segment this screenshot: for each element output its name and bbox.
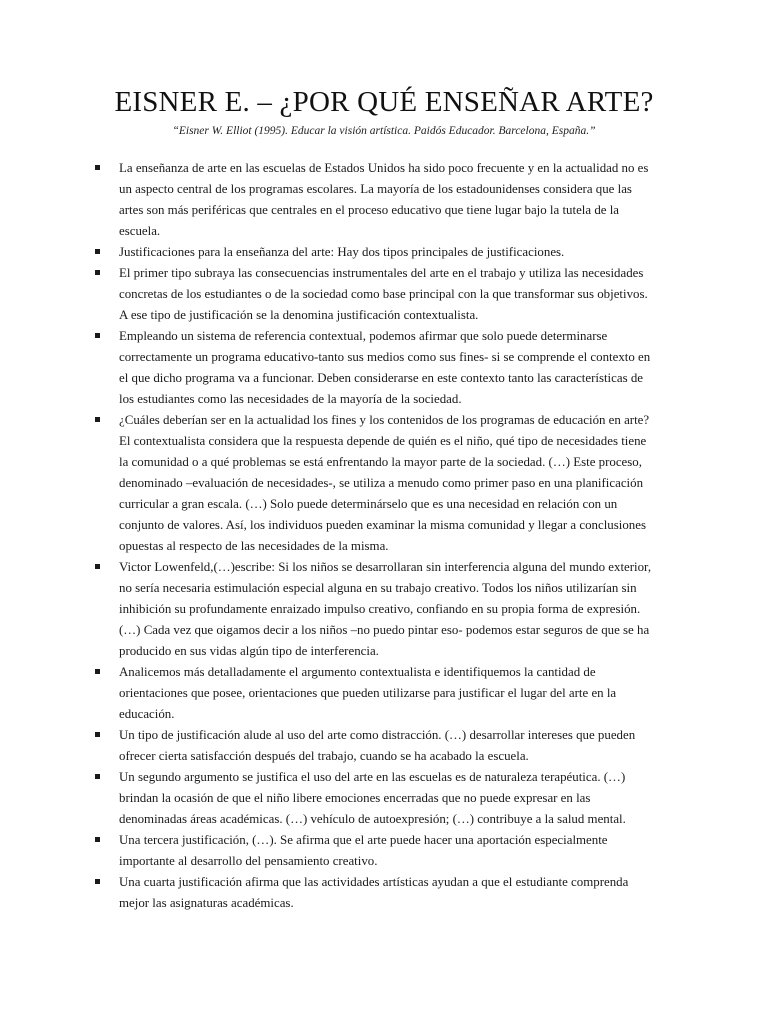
square-bullet-icon bbox=[95, 249, 100, 254]
square-bullet-icon bbox=[95, 417, 100, 422]
list-item bbox=[0, 662, 768, 725]
square-bullet-icon bbox=[95, 774, 100, 779]
list-item bbox=[0, 326, 768, 410]
list-item bbox=[0, 767, 768, 830]
square-bullet-icon bbox=[95, 879, 100, 884]
square-bullet-icon bbox=[95, 669, 100, 674]
document-title: EISNER E. – ¿POR QUÉ ENSEÑAR ARTE? bbox=[114, 86, 654, 118]
list-item bbox=[0, 872, 768, 914]
list-item bbox=[0, 263, 768, 326]
list-item-text: Victor Lowenfeld,(…)escribe: Si los niños se desarrollaran sin interferencia alguna del mundo exterior, no sería necesaria estimulación especial alguna en su trabajo creativo. Todos los niños utilizarían sin inhibición su profundamente enraizado impulso creativo, confiando en su propia forma de expresión. (…) Cada vez que oigamos decir a los niños –no puedo pintar eso- podemos estar seguros de que se ha producido en sus vidas algún tipo de interferencia. bbox=[119, 560, 652, 658]
list-item-text: Una cuarta justificación afirma que las actividades artísticas ayudan a que el estudiante comprenda mejor las asignaturas académicas. bbox=[119, 875, 629, 910]
list-item-text: Analicemos más detalladamente el argumento contextualista e identifiquemos la cantidad de orientaciones que posee, orientaciones que pueden utilizarse para justificar el lugar del arte en la educación. bbox=[119, 665, 617, 721]
list-item-text: Una tercera justificación, (…). Se afirma que el arte puede hacer una aportación especialmente importante al desarrollo del pensamiento creativo. bbox=[119, 833, 608, 868]
list-item bbox=[0, 242, 768, 263]
list-item bbox=[0, 410, 768, 557]
square-bullet-icon bbox=[95, 165, 100, 170]
list-item bbox=[0, 158, 768, 242]
square-bullet-icon bbox=[95, 732, 100, 737]
square-bullet-icon bbox=[95, 837, 100, 842]
square-bullet-icon bbox=[95, 333, 100, 338]
list-item-text: La enseñanza de arte en las escuelas de Estados Unidos ha sido poco frecuente y en la actualidad no es un aspecto central de los programas escolares. La mayoría de los estadounidenses considera que las artes son más periféricas que centrales en el proceso educativo que tiene lugar bajo la tutela de la escuela. bbox=[119, 161, 649, 238]
list-item-text: Un segundo argumento se justifica el uso del arte en las escuelas es de naturaleza terapéutica. (…) brindan la ocasión de que el niño libere emociones encerradas que no puede expresar en las denominadas áreas académicas. (…) vehículo de autoexpresión; (…) contribuye a la salud mental. bbox=[119, 770, 626, 826]
square-bullet-icon bbox=[95, 270, 100, 275]
square-bullet-icon bbox=[95, 564, 100, 569]
list-item-text: Justificaciones para la enseñanza del arte: Hay dos tipos principales de justificaciones. bbox=[119, 245, 565, 259]
list-item bbox=[0, 830, 768, 872]
list-item-text: ¿Cuáles deberían ser en la actualidad los fines y los contenidos de los programas de educación en arte? El contextualista considera que la respuesta depende de quién es el niño, qué tipo de necesidades tiene la comunidad o a qué problemas se está enfrentando la mayor parte de la sociedad. (…) Este proceso, denominado –evaluación de necesidades-, se utiliza a menudo como primer paso en una planificación curricular a gran escala. (…) Solo puede determinárselo que es una necesidad en relación con un conjunto de valores. Así, los individuos pueden examinar la misma comunidad y llegar a conclusiones opuestas al respecto de las necesidades de la misma. bbox=[119, 413, 650, 553]
list-item-text: Un tipo de justificación alude al uso del arte como distracción. (…) desarrollar intereses que pueden ofrecer cierta satisfacción después del trabajo, cuando se ha acabado la escuela. bbox=[119, 728, 636, 763]
list-item bbox=[0, 557, 768, 662]
bullet-list bbox=[0, 158, 768, 914]
list-item-text: El primer tipo subraya las consecuencias instrumentales del arte en el trabajo y utiliza las necesidades concretas de los estudiantes o de la sociedad como base principal con la que transformar sus objetivos. A ese tipo de justificación se la denomina justificación contextualista. bbox=[119, 266, 648, 322]
list-item bbox=[0, 725, 768, 767]
list-item-text: Empleando un sistema de referencia contextual, podemos afirmar que solo puede determinarse correctamente un programa educativo-tanto sus medios como sus fines- si se comprende el contexto en el que dicho programa va a funcionar. Deben considerarse en este contexto tanto las características de los estudiantes como las necesidades de la mayoría de la sociedad. bbox=[119, 329, 651, 406]
citation-subtitle: “Eisner W. Elliot (1995). Educar la visión artística. Paidós Educador. Barcelona, España.” bbox=[172, 125, 596, 137]
